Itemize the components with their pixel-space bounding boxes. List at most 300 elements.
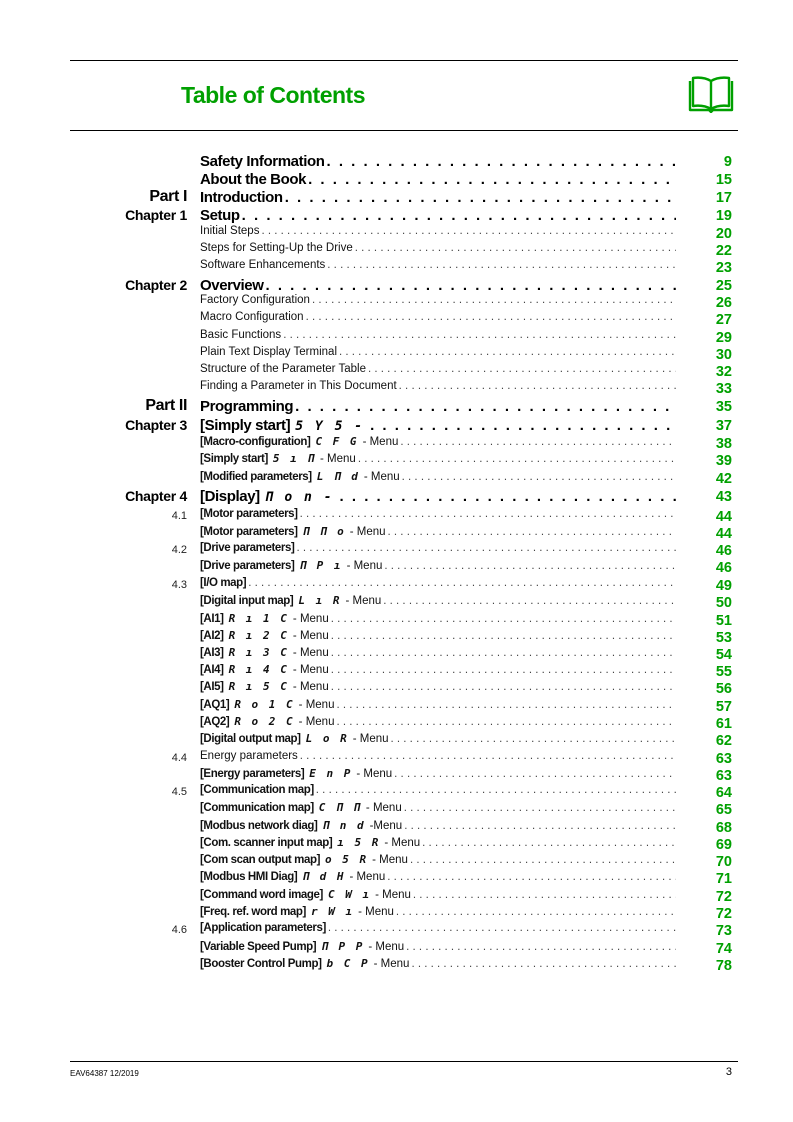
entry-text: [Com scan output map] bbox=[200, 854, 321, 866]
toc-entry[interactable] bbox=[0, 888, 793, 904]
entry-suffix: - Menu bbox=[292, 681, 329, 693]
toc-entry[interactable] bbox=[0, 629, 793, 645]
page-link[interactable]: 43 bbox=[715, 489, 732, 505]
dot-leader bbox=[316, 784, 676, 796]
page-link[interactable]: 71 bbox=[715, 871, 732, 887]
parameter-code: R o 2 C bbox=[234, 715, 295, 728]
dot-leader bbox=[396, 906, 676, 918]
parameter-code: 5 ı П bbox=[272, 452, 317, 465]
dot-leader bbox=[308, 171, 676, 188]
toc-entry[interactable] bbox=[0, 435, 793, 451]
entry-suffix: - Menu bbox=[356, 768, 393, 780]
page-link[interactable]: 55 bbox=[715, 664, 732, 680]
entry-text: [Command word image] bbox=[200, 889, 323, 901]
toc-entry[interactable] bbox=[0, 171, 793, 189]
entry-suffix: - Menu bbox=[346, 560, 383, 572]
entry-text: [Modified parameters] bbox=[200, 471, 312, 483]
toc-entry-title[interactable] bbox=[200, 380, 676, 392]
dot-leader bbox=[406, 941, 676, 953]
section-number: 4.3 bbox=[171, 579, 187, 591]
page-link[interactable]: 53 bbox=[715, 630, 732, 646]
page-link[interactable]: 51 bbox=[715, 613, 732, 629]
dot-leader bbox=[261, 225, 676, 237]
dot-leader bbox=[295, 398, 676, 415]
toc-entry[interactable] bbox=[0, 612, 793, 628]
entry-text: [AI4] bbox=[200, 664, 224, 676]
page-link[interactable]: 74 bbox=[715, 941, 732, 957]
toc-entry-title[interactable] bbox=[200, 542, 676, 554]
toc-entry-title[interactable] bbox=[200, 525, 676, 538]
page-link[interactable]: 9 bbox=[723, 154, 732, 170]
dot-leader bbox=[388, 526, 676, 538]
entry-suffix: - Menu bbox=[349, 871, 386, 883]
page-link[interactable]: 27 bbox=[715, 312, 732, 328]
toc-entry-title[interactable] bbox=[200, 870, 676, 883]
toc-entry-title[interactable] bbox=[200, 346, 676, 358]
top-rule bbox=[70, 60, 738, 61]
toc-entry-title[interactable] bbox=[200, 715, 676, 728]
title-rule bbox=[70, 130, 738, 131]
parameter-code: C F G bbox=[315, 435, 359, 448]
section-number: 4.5 bbox=[171, 786, 187, 798]
dot-leader bbox=[410, 854, 676, 866]
toc-entry[interactable] bbox=[0, 398, 793, 416]
page-link[interactable]: 46 bbox=[715, 543, 732, 559]
page-link[interactable]: 49 bbox=[715, 578, 732, 594]
toc-entry-title[interactable] bbox=[200, 189, 676, 206]
page-link[interactable]: 72 bbox=[715, 889, 732, 905]
toc-entry-title[interactable] bbox=[200, 294, 676, 306]
dot-leader bbox=[399, 380, 676, 392]
parameter-code: o 5 R bbox=[325, 853, 369, 866]
page-link[interactable]: 38 bbox=[715, 436, 732, 452]
page-link[interactable]: 26 bbox=[715, 295, 732, 311]
entry-text: Steps for Setting-Up the Drive bbox=[200, 242, 353, 254]
section-number: 4.1 bbox=[171, 510, 187, 522]
page-link[interactable]: 32 bbox=[715, 364, 732, 380]
page-link[interactable]: 44 bbox=[715, 509, 732, 525]
toc-entry[interactable] bbox=[0, 680, 793, 696]
toc-entry[interactable] bbox=[0, 559, 793, 575]
section-number: 4.2 bbox=[171, 544, 187, 556]
entry-text: [Freq. ref. word map] bbox=[200, 906, 306, 918]
toc-entry-title[interactable] bbox=[200, 153, 676, 170]
page-link[interactable]: 15 bbox=[715, 172, 732, 188]
toc-entry[interactable] bbox=[0, 277, 793, 295]
page-link[interactable]: 57 bbox=[715, 699, 732, 715]
entry-text: [Drive parameters] bbox=[200, 542, 295, 554]
toc-entry-title[interactable] bbox=[200, 663, 676, 676]
entry-text: [Simply start] bbox=[200, 453, 268, 465]
page-link[interactable]: 61 bbox=[715, 716, 732, 732]
parameter-code: C П П bbox=[318, 801, 362, 814]
dot-leader bbox=[296, 542, 676, 554]
dot-leader bbox=[358, 453, 676, 465]
page-link[interactable]: 44 bbox=[715, 526, 732, 542]
page-link[interactable]: 54 bbox=[715, 647, 732, 663]
page-link[interactable]: 19 bbox=[715, 208, 732, 224]
entry-text: [Modbus network diag] bbox=[200, 820, 318, 832]
toc-entry-title[interactable] bbox=[200, 888, 676, 901]
dot-leader bbox=[384, 560, 676, 572]
entry-text: [AI5] bbox=[200, 681, 224, 693]
document-reference: EAV64387 12/2019 bbox=[70, 1069, 139, 1078]
dot-leader bbox=[413, 889, 676, 901]
dot-leader bbox=[402, 471, 676, 483]
parameter-code: ı 5 R bbox=[337, 836, 381, 849]
part-label: Part II bbox=[145, 397, 187, 414]
entry-suffix: - Menu bbox=[320, 453, 356, 465]
toc-entry-title[interactable] bbox=[200, 905, 676, 918]
entry-text: Energy parameters bbox=[200, 750, 298, 762]
entry-text: [Energy parameters] bbox=[200, 768, 305, 780]
toc-entry-title[interactable] bbox=[200, 207, 676, 224]
page-link[interactable]: 46 bbox=[715, 560, 732, 576]
parameter-code: R ı 3 C bbox=[228, 646, 289, 659]
entry-text: Finding a Parameter in This Document bbox=[200, 380, 397, 392]
entry-text: Overview bbox=[200, 277, 264, 294]
page-link[interactable]: 70 bbox=[715, 854, 732, 870]
parameter-code: П o n - bbox=[264, 490, 334, 505]
page-link[interactable]: 30 bbox=[715, 347, 732, 363]
toc-entry-title[interactable] bbox=[200, 767, 676, 780]
page-link[interactable]: 22 bbox=[715, 243, 732, 259]
page-link[interactable]: 17 bbox=[715, 190, 732, 206]
toc-entry-title[interactable] bbox=[200, 750, 676, 762]
entry-text: [Booster Control Pump] bbox=[200, 958, 322, 970]
toc-entry-title[interactable] bbox=[200, 259, 676, 271]
toc-entry[interactable] bbox=[0, 750, 793, 766]
page-link[interactable]: 56 bbox=[715, 681, 732, 697]
entry-suffix: - Menu bbox=[298, 716, 335, 728]
toc-entry[interactable] bbox=[0, 259, 793, 275]
entry-suffix: - Menu bbox=[352, 733, 389, 745]
toc-entry-title[interactable] bbox=[200, 452, 676, 465]
toc-entry-title[interactable] bbox=[200, 417, 676, 434]
parameter-code: C W ı bbox=[327, 888, 372, 901]
chapter-label: Chapter 4 bbox=[125, 488, 187, 504]
toc-entry-title[interactable] bbox=[200, 488, 676, 505]
page-link[interactable]: 65 bbox=[715, 802, 732, 818]
toc-entry[interactable] bbox=[0, 189, 793, 207]
page-link[interactable]: 29 bbox=[715, 330, 732, 346]
toc-entry-title[interactable] bbox=[200, 922, 676, 934]
toc-entry-title[interactable] bbox=[200, 612, 676, 625]
parameter-code: П P ı bbox=[299, 559, 343, 572]
entry-text: Structure of the Parameter Table bbox=[200, 363, 366, 375]
parameter-code: R o 1 C bbox=[234, 698, 295, 711]
page-title: Table of Contents bbox=[181, 82, 366, 108]
entry-suffix: - Menu bbox=[292, 630, 329, 642]
toc-entry[interactable] bbox=[0, 853, 793, 869]
toc-entry-title[interactable] bbox=[200, 171, 676, 188]
page-link[interactable]: 23 bbox=[715, 260, 732, 276]
entry-suffix: - Menu bbox=[365, 802, 402, 814]
dot-leader bbox=[383, 595, 676, 607]
parameter-code: b C P bbox=[326, 957, 370, 970]
toc-entry-title[interactable] bbox=[200, 329, 676, 341]
toc-entry[interactable] bbox=[0, 470, 793, 486]
page-link[interactable]: 37 bbox=[715, 418, 732, 434]
dot-leader bbox=[331, 647, 676, 659]
parameter-code: R ı 2 C bbox=[228, 629, 289, 642]
page-link[interactable]: 73 bbox=[715, 923, 732, 939]
parameter-code: R ı 5 C bbox=[228, 680, 289, 693]
dot-leader bbox=[355, 242, 676, 254]
toc-entry-title[interactable] bbox=[200, 398, 676, 415]
toc-entry-title[interactable] bbox=[200, 836, 676, 849]
parameter-code: r W ı bbox=[310, 905, 355, 918]
dot-leader bbox=[411, 958, 676, 970]
parameter-code: П П o bbox=[302, 525, 346, 538]
dot-leader bbox=[283, 329, 676, 341]
toc-entry[interactable] bbox=[0, 663, 793, 679]
dot-leader bbox=[331, 681, 676, 693]
toc-entry[interactable] bbox=[0, 767, 793, 783]
dot-leader bbox=[387, 871, 676, 883]
toc-entry-title[interactable] bbox=[200, 819, 676, 832]
toc-entry-title[interactable] bbox=[200, 801, 676, 814]
dot-leader bbox=[400, 436, 676, 448]
parameter-code: П P P bbox=[321, 940, 365, 953]
entry-text: [Drive parameters] bbox=[200, 560, 295, 572]
toc-entry[interactable] bbox=[0, 363, 793, 379]
chapter-label: Chapter 1 bbox=[125, 207, 187, 223]
toc-entry[interactable] bbox=[0, 311, 793, 327]
toc-entry[interactable] bbox=[0, 922, 793, 938]
entry-text: Basic Functions bbox=[200, 329, 282, 341]
toc-entry[interactable] bbox=[0, 153, 793, 171]
toc-entry-title[interactable] bbox=[200, 680, 676, 693]
dot-leader bbox=[368, 363, 676, 375]
toc-entry[interactable] bbox=[0, 329, 793, 345]
toc-entry[interactable] bbox=[0, 525, 793, 541]
toc-entry[interactable] bbox=[0, 732, 793, 748]
entry-text: Factory Configuration bbox=[200, 294, 310, 306]
page-link[interactable]: 42 bbox=[715, 471, 732, 487]
toc-entry[interactable] bbox=[0, 542, 793, 558]
parameter-code: П n d bbox=[322, 819, 366, 832]
parameter-code: L П d bbox=[316, 470, 360, 483]
entry-suffix: - Menu bbox=[349, 526, 386, 538]
entry-text: [AI2] bbox=[200, 630, 224, 642]
toc-entry[interactable] bbox=[0, 417, 793, 435]
entry-text: Initial Steps bbox=[200, 225, 260, 237]
dot-leader bbox=[312, 294, 676, 306]
dot-leader bbox=[370, 417, 676, 434]
dot-leader bbox=[336, 699, 676, 711]
toc-entry-title[interactable] bbox=[200, 435, 676, 448]
dot-leader bbox=[336, 716, 676, 728]
dot-leader bbox=[331, 664, 676, 676]
entry-suffix: - Menu bbox=[375, 889, 411, 901]
toc-entry[interactable] bbox=[0, 870, 793, 886]
entry-suffix: - Menu bbox=[358, 906, 394, 918]
toc-entry-title[interactable] bbox=[200, 940, 676, 953]
entry-text: Introduction bbox=[200, 189, 283, 206]
dot-leader bbox=[340, 488, 676, 505]
toc-entry-title[interactable] bbox=[200, 242, 676, 254]
toc-entry[interactable] bbox=[0, 801, 793, 817]
chapter-label: Chapter 2 bbox=[125, 277, 187, 293]
dot-leader bbox=[391, 733, 676, 745]
parameter-code: R ı 1 C bbox=[228, 612, 289, 625]
toc-entry-title[interactable] bbox=[200, 508, 676, 520]
entry-text: [Simply start] bbox=[200, 417, 291, 434]
dot-leader bbox=[404, 802, 676, 814]
dot-leader bbox=[306, 311, 676, 323]
entry-suffix: - Menu bbox=[362, 436, 399, 448]
toc-entry-title[interactable] bbox=[200, 277, 676, 294]
entry-text: Plain Text Display Terminal bbox=[200, 346, 337, 358]
page-link[interactable]: 68 bbox=[715, 820, 732, 836]
toc-entry[interactable] bbox=[0, 957, 793, 973]
toc-entry[interactable] bbox=[0, 577, 793, 593]
dot-leader bbox=[339, 346, 676, 358]
page-link[interactable]: 78 bbox=[715, 958, 732, 974]
entry-text: [Modbus HMI Diag] bbox=[200, 871, 298, 883]
dot-leader bbox=[331, 630, 676, 642]
entry-text: [AI3] bbox=[200, 647, 224, 659]
toc-entry[interactable] bbox=[0, 225, 793, 241]
entry-text: Software Enhancements bbox=[200, 259, 326, 271]
dot-leader bbox=[248, 577, 676, 589]
toc-entry-title[interactable] bbox=[200, 732, 676, 745]
toc-entry-title[interactable] bbox=[200, 784, 676, 796]
parameter-code: L o R bbox=[305, 732, 349, 745]
entry-text: [Application parameters] bbox=[200, 922, 326, 934]
toc-entry-title[interactable] bbox=[200, 957, 676, 970]
dot-leader bbox=[300, 750, 676, 762]
page-link[interactable]: 39 bbox=[715, 453, 732, 469]
toc-entry[interactable] bbox=[0, 698, 793, 714]
entry-text: [Motor parameters] bbox=[200, 526, 298, 538]
entry-text: [Communication map] bbox=[200, 784, 314, 796]
entry-text: [AQ1] bbox=[200, 699, 230, 711]
entry-text: [Digital output map] bbox=[200, 733, 301, 745]
dot-leader bbox=[327, 259, 676, 271]
entry-suffix: - Menu bbox=[345, 595, 382, 607]
parameter-code: 5 Y 5 - bbox=[295, 419, 365, 434]
toc-entry-title[interactable] bbox=[200, 559, 676, 572]
entry-text: [Communication map] bbox=[200, 802, 314, 814]
toc-entry[interactable] bbox=[0, 242, 793, 258]
dot-leader bbox=[326, 153, 676, 170]
section-number: 4.6 bbox=[171, 924, 187, 936]
toc-entry[interactable] bbox=[0, 380, 793, 396]
toc-entry-title[interactable] bbox=[200, 594, 676, 607]
toc-entry[interactable] bbox=[0, 207, 793, 225]
page-link[interactable]: 33 bbox=[715, 381, 732, 397]
entry-text: [Com. scanner input map] bbox=[200, 837, 333, 849]
entry-suffix: - Menu bbox=[292, 613, 329, 625]
entry-text: [Variable Speed Pump] bbox=[200, 941, 317, 953]
toc-entry[interactable] bbox=[0, 784, 793, 800]
toc-entry-title[interactable] bbox=[200, 698, 676, 711]
toc-entry-title[interactable] bbox=[200, 577, 676, 589]
entry-suffix: - Menu bbox=[292, 647, 329, 659]
entry-suffix: - Menu bbox=[384, 837, 421, 849]
entry-text: [Digital input map] bbox=[200, 595, 294, 607]
page-link[interactable]: 50 bbox=[715, 595, 732, 611]
entry-suffix: - Menu bbox=[373, 958, 410, 970]
entry-text: Macro Configuration bbox=[200, 311, 304, 323]
entry-text: Safety Information bbox=[200, 153, 325, 170]
page-link[interactable]: 72 bbox=[715, 906, 732, 922]
toc-entry[interactable] bbox=[0, 836, 793, 852]
entry-text: Setup bbox=[200, 207, 240, 224]
footer-rule bbox=[70, 1061, 738, 1062]
dot-leader bbox=[300, 508, 676, 520]
toc-entry[interactable] bbox=[0, 819, 793, 835]
dot-leader bbox=[422, 837, 676, 849]
parameter-code: L ı R bbox=[298, 594, 342, 607]
toc-entry[interactable] bbox=[0, 715, 793, 731]
dot-leader bbox=[266, 277, 676, 294]
parameter-code: E n P bbox=[309, 767, 353, 780]
dot-leader bbox=[328, 922, 676, 934]
parameter-code: R ı 4 C bbox=[228, 663, 289, 676]
page-link[interactable]: 35 bbox=[715, 399, 732, 415]
toc-entry[interactable] bbox=[0, 452, 793, 468]
entry-text: [AI1] bbox=[200, 613, 224, 625]
entry-suffix: -Menu bbox=[369, 820, 403, 832]
entry-suffix: - Menu bbox=[292, 664, 329, 676]
entry-text: [Macro-configuration] bbox=[200, 436, 311, 448]
toc-entry[interactable] bbox=[0, 346, 793, 362]
dot-leader bbox=[285, 189, 676, 206]
page-link[interactable]: 62 bbox=[715, 733, 732, 749]
entry-text: About the Book bbox=[200, 171, 307, 188]
toc-entry-title[interactable] bbox=[200, 470, 676, 483]
toc-entry[interactable] bbox=[0, 646, 793, 662]
toc-entry[interactable] bbox=[0, 294, 793, 310]
page-link[interactable]: 69 bbox=[715, 837, 732, 853]
toc-entry[interactable] bbox=[0, 508, 793, 524]
toc-entry[interactable] bbox=[0, 594, 793, 610]
page-link[interactable]: 25 bbox=[715, 278, 732, 294]
page-link[interactable]: 64 bbox=[715, 785, 732, 801]
toc-entry-title[interactable] bbox=[200, 311, 676, 323]
open-book-icon bbox=[687, 75, 735, 113]
entry-text: [Display] bbox=[200, 488, 260, 505]
entry-text: Programming bbox=[200, 398, 294, 415]
toc-entry-title[interactable] bbox=[200, 225, 676, 237]
entry-text: [AQ2] bbox=[200, 716, 230, 728]
toc-entry[interactable] bbox=[0, 488, 793, 506]
toc-entry-title[interactable] bbox=[200, 646, 676, 659]
toc-entry-title[interactable] bbox=[200, 853, 676, 866]
page-number: 3 bbox=[725, 1066, 732, 1078]
toc-entry[interactable] bbox=[0, 905, 793, 921]
entry-suffix: - Menu bbox=[372, 854, 408, 866]
entry-suffix: - Menu bbox=[368, 941, 405, 953]
toc-entry-title[interactable] bbox=[200, 629, 676, 642]
parameter-code: П d H bbox=[302, 870, 346, 883]
chapter-label: Chapter 3 bbox=[125, 417, 187, 433]
section-number: 4.4 bbox=[171, 752, 187, 764]
entry-suffix: - Menu bbox=[363, 471, 400, 483]
dot-leader bbox=[331, 613, 676, 625]
toc-entry[interactable] bbox=[0, 940, 793, 956]
page-link[interactable]: 63 bbox=[715, 768, 732, 784]
dot-leader bbox=[394, 768, 676, 780]
dot-leader bbox=[242, 207, 676, 224]
page-link[interactable]: 63 bbox=[715, 751, 732, 767]
dot-leader bbox=[404, 820, 676, 832]
page-link[interactable]: 20 bbox=[715, 226, 732, 242]
toc-entry-title[interactable] bbox=[200, 363, 676, 375]
